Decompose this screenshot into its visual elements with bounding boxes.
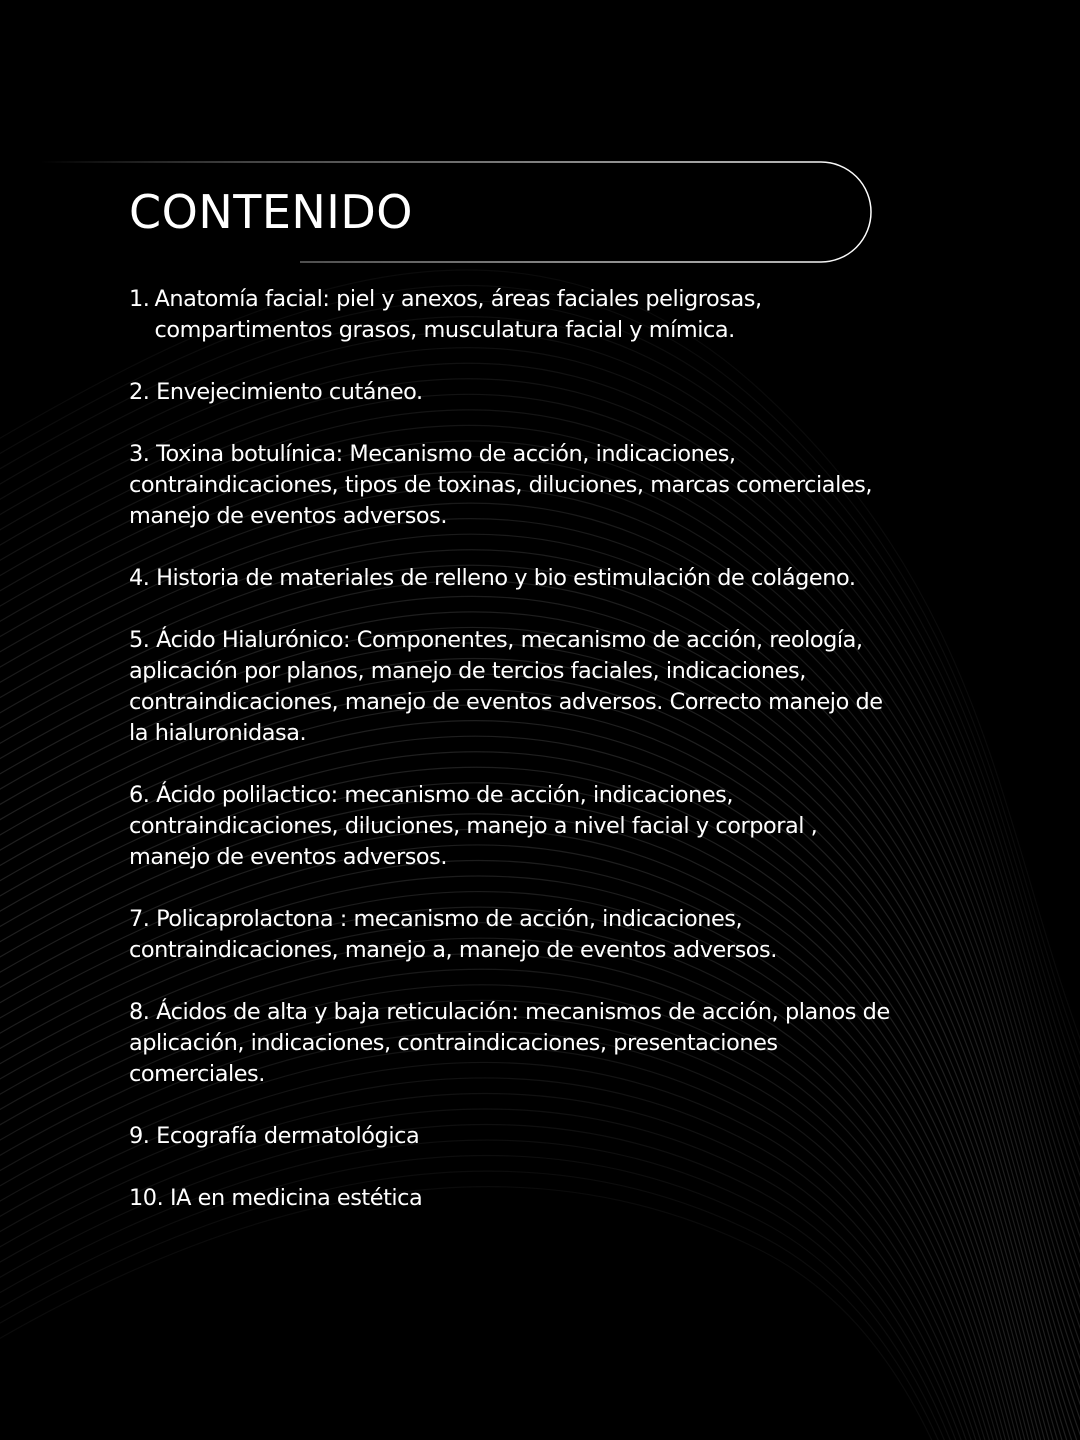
list-item bbox=[129, 625, 1009, 749]
item-text: IA en medicina estética bbox=[169, 1185, 423, 1211]
page-title: CONTENIDO bbox=[129, 185, 414, 239]
item-text: Ácido polilactico: mecanismo de acción, indicaciones, contraindicaciones, diluciones, manejo a nivel facial y corporal , manejo de eventos adversos. bbox=[129, 782, 818, 870]
item-text: Ácidos de alta y baja reticulación: mecanismos de acción, planos de aplicación, indicaciones, contraindicaciones, presentaciones comerciales. bbox=[129, 999, 890, 1087]
item-number: 4. bbox=[129, 565, 150, 591]
contents-list bbox=[129, 284, 1009, 1245]
item-number: 7. bbox=[129, 906, 150, 932]
list-item bbox=[129, 904, 1009, 966]
item-number: 5. bbox=[129, 627, 150, 653]
item-text: Toxina botulínica: Mecanismo de acción, indicaciones, contraindicaciones, tipos de toxinas, diluciones, marcas comerciales, manejo de eventos adversos. bbox=[129, 441, 873, 529]
item-text: Ecografía dermatológica bbox=[156, 1123, 420, 1149]
item-number: 3. bbox=[129, 441, 150, 467]
list-item bbox=[129, 997, 1009, 1090]
item-text: Envejecimiento cutáneo. bbox=[156, 379, 423, 405]
list-item bbox=[129, 377, 1009, 408]
list-item bbox=[129, 284, 1009, 346]
item-number: 9. bbox=[129, 1123, 150, 1149]
item-text: Policaprolactona : mecanismo de acción, indicaciones, contraindicaciones, manejo a, manejo de eventos adversos. bbox=[129, 906, 777, 963]
list-item bbox=[129, 1183, 1009, 1214]
list-item bbox=[129, 780, 1009, 873]
item-text: Ácido Hialurónico: Componentes, mecanismo de acción, reología, aplicación por planos, manejo de tercios faciales, indicaciones, contraindicaciones, manejo de eventos adversos. Correcto manejo de la hialuronidasa. bbox=[129, 627, 883, 746]
item-number: 2. bbox=[129, 379, 150, 405]
item-number: 8. bbox=[129, 999, 150, 1025]
item-text: Historia de materiales de relleno y bio estimulación de colágeno. bbox=[156, 565, 856, 591]
list-item bbox=[129, 439, 1009, 532]
item-number: 10. bbox=[129, 1185, 164, 1211]
list-item bbox=[129, 1121, 1009, 1152]
item-number: 1. bbox=[129, 286, 150, 312]
list-item bbox=[129, 563, 1009, 594]
item-text: Anatomía facial: piel y anexos, áreas faciales peligrosas, compartimentos grasos, musculatura facial y mímica. bbox=[154, 286, 762, 343]
item-number: 6. bbox=[129, 782, 150, 808]
